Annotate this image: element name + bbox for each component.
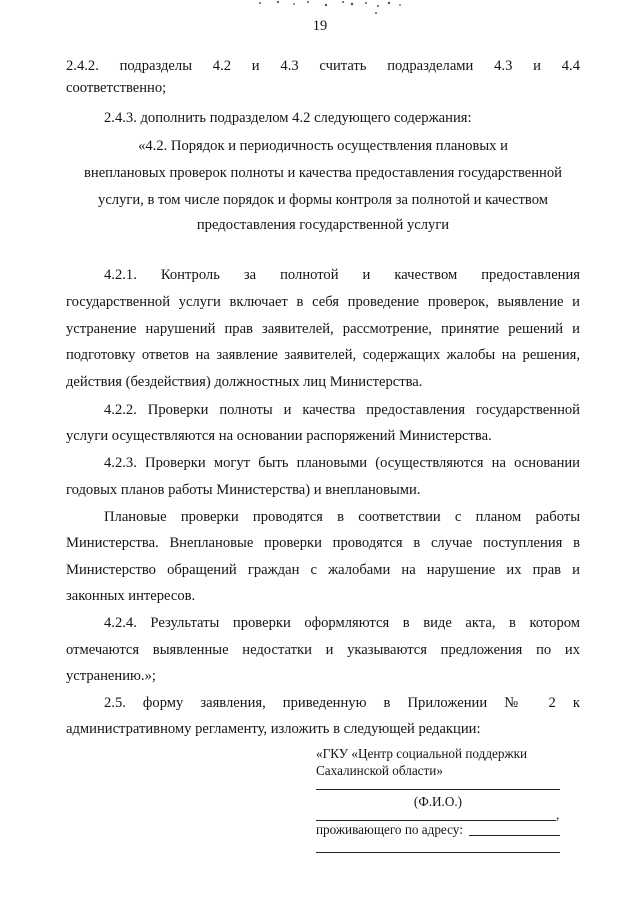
paragraph-line: устранение нарушений прав заявителей, рассмотрение, принятие решений и [66,321,580,337]
blank-line [469,835,560,836]
paragraph-line: 2.4.3. дополнить подразделом 4.2 следующего содержания: [104,110,472,126]
paragraph-line: 4.2.1. Контроль за полнотой и качеством предоставления [104,267,580,283]
paragraph-line: 2.5. форму заявления, приведенную в Приложении № 2 к [104,695,580,711]
blank-line [316,852,560,853]
paragraph-line: 4.2.4. Результаты проверки оформляются в виде акта, в котором [104,615,580,631]
scan-noise-mark [248,0,418,16]
paragraph-line: подготовку ответов на заявление заявителей, содержащих жалобы на решения, [66,347,580,363]
paragraph-line: 4.2.3. Проверки могут быть плановыми (осуществляются на основании [104,455,580,471]
paragraph-line: 4.2.2. Проверки полноты и качества предоставления государственной [104,402,580,418]
paragraph-line: Министерство обращений граждан с жалобами на нарушение их прав и [66,562,580,578]
section-heading-line: услуги, в том числе порядок и формы контроля за полнотой и качеством [98,192,548,208]
paragraph-line: законных интересов. [66,588,196,604]
comma-mark: , [556,807,560,822]
paragraph-line: Министерства. Внеплановые проверки проводятся в случае поступления в [66,535,580,551]
addressee-line: Сахалинской области» [316,763,443,778]
paragraph-line: государственной услуги включает в себя проведение проверок, выявление и [66,294,580,310]
section-heading-line: внеплановых проверок полноты и качества предоставления государственной [84,165,562,181]
section-heading-line: предоставления государственной услуги [196,217,450,233]
paragraph-line: действия (бездействия) должностных лиц Министерства. [66,374,423,390]
paragraph-line: Плановые проверки проводятся в соответствии с планом работы [104,509,580,525]
paragraph-line: отмечаются выявленные недостатки и указываются предложения по их [66,642,580,658]
paragraph-line: 2.4.2. подразделы 4.2 и 4.3 считать подразделами 4.3 и 4.4 [66,58,580,74]
paragraph-line: административному регламенту, изложить в следующей редакции: [66,721,481,737]
paragraph-line: соответственно; [66,80,167,96]
section-heading-line: «4.2. Порядок и периодичность осуществления плановых и [138,138,508,154]
paragraph-line: услуги осуществляются на основании распоряжений Министерства. [66,428,492,444]
fio-label: (Ф.И.О.) [413,794,463,809]
blank-line [316,789,560,790]
address-label: проживающего по адресу: [316,822,463,837]
page-number: 19 [312,18,328,34]
addressee-line: «ГКУ «Центр социальной поддержки [316,746,528,761]
paragraph-line: годовых планов работы Министерства) и внеплановыми. [66,482,421,498]
paragraph-line: устранению.»; [66,668,156,684]
